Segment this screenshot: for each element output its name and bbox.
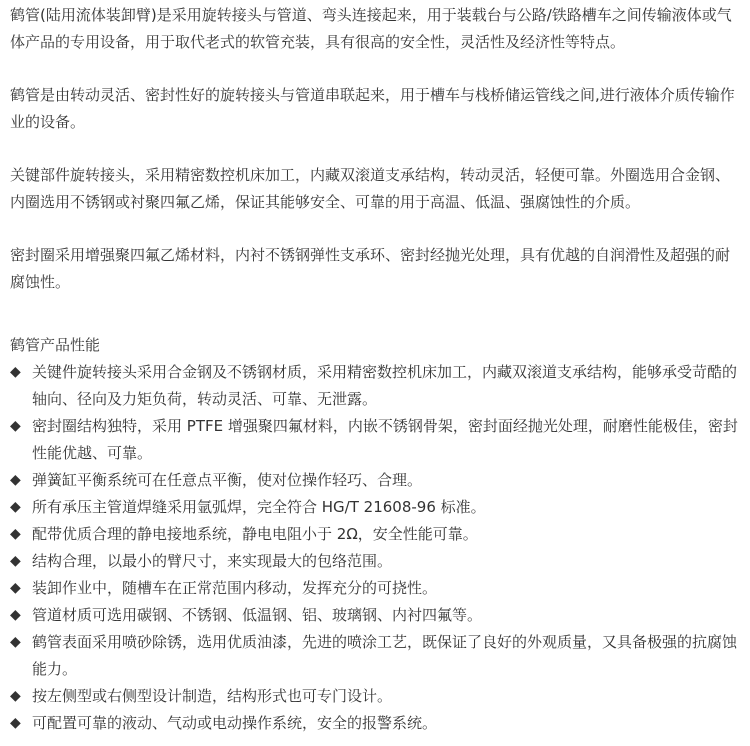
section-title: 鹤管产品性能 <box>10 336 101 354</box>
feature-text: 弹簧缸平衡系统可在任意点平衡，使对位操作轻巧、合理。 <box>32 471 423 489</box>
feature-item <box>10 575 740 602</box>
diamond-bullet-icon: ◆ <box>10 715 21 731</box>
intro-paragraph-1: 鹤管(陆用流体装卸臂)是采用旋转接头与管道、弯头连接起来，用于装载台与公路/铁路槽车之间传输液体或气体产品的专用设备，用于取代老式的软管充装，具有很高的安全性，灵活性及经济性等特点。 <box>10 6 732 51</box>
intro-paragraph-3: 关键部件旋转接头，采用精密数控机床加工，内藏双滚道支承结构，转动灵活，轻便可靠。外圈选用合金钢、内圈选用不锈钢或衬聚四氟乙烯，保证其能够安全、可靠的用于高温、低温、强腐蚀性的介质。 <box>10 166 731 211</box>
diamond-bullet-icon: ◆ <box>10 688 21 704</box>
feature-text: 可配置可靠的液动、气动或电动操作系统，安全的报警系统。 <box>32 714 438 732</box>
feature-text: 关键件旋转接头采用合金钢及不锈钢材质，采用精密数控机床加工，内藏双滚道支承结构，能够承受苛酷的轴向、径向及力矩负荷，转动灵活、可靠、无泄露。 <box>32 363 738 408</box>
feature-text: 结构合理，以最小的臂尺寸，来实现最大的包络范围。 <box>32 552 393 570</box>
feature-text: 配带优质合理的静电接地系统，静电电阻小于 2Ω，安全性能可靠。 <box>32 525 478 543</box>
diamond-bullet-icon: ◆ <box>10 580 21 596</box>
feature-text: 管道材质可选用碳钢、不锈钢、低温钢、铝、玻璃钢、内衬四氟等。 <box>32 606 483 624</box>
diamond-bullet-icon: ◆ <box>10 634 21 650</box>
spacer <box>10 56 740 82</box>
feature-list <box>10 359 740 737</box>
feature-item <box>10 521 740 548</box>
feature-text: 按左侧型或右侧型设计制造，结构形式也可专门设计。 <box>32 687 393 705</box>
diamond-bullet-icon: ◆ <box>10 499 21 515</box>
diamond-bullet-icon: ◆ <box>10 526 21 542</box>
feature-item <box>10 548 740 575</box>
feature-text: 鹤管表面采用喷砂除锈，选用优质油漆，先进的喷涂工艺，既保证了良好的外观质量，又具备极强的抗腐蚀能力。 <box>32 633 738 678</box>
feature-item <box>10 710 740 737</box>
diamond-bullet-icon: ◆ <box>10 607 21 623</box>
diamond-bullet-icon: ◆ <box>10 364 21 380</box>
feature-item <box>10 629 740 683</box>
feature-item <box>10 467 740 494</box>
spacer <box>10 296 740 332</box>
diamond-bullet-icon: ◆ <box>10 553 21 569</box>
spacer <box>10 216 740 242</box>
feature-item <box>10 413 740 467</box>
diamond-bullet-icon: ◆ <box>10 472 21 488</box>
spacer <box>10 136 740 162</box>
feature-item <box>10 359 740 413</box>
feature-item <box>10 602 740 629</box>
feature-text: 所有承压主管道焊缝采用氩弧焊，完全符合 HG/T 21608-96 标准。 <box>32 498 486 516</box>
diamond-bullet-icon: ◆ <box>10 418 21 434</box>
intro-paragraph-2: 鹤管是由转动灵活、密封性好的旋转接头与管道串联起来，用于槽车与栈桥储运管线之间,进行液体介质传输作业的设备。 <box>10 86 735 131</box>
intro-paragraph-4: 密封圈采用增强聚四氟乙烯材料，内衬不锈钢弹性支承环、密封经抛光处理，具有优越的自润滑性及超强的耐腐蚀性。 <box>10 246 731 291</box>
feature-text: 密封圈结构独特，采用 PTFE 增强聚四氟材料，内嵌不锈钢骨架，密封面经抛光处理，耐磨性能极佳，密封性能优越、可靠。 <box>32 417 738 462</box>
feature-text: 装卸作业中，随槽车在正常范围内移动，发挥充分的可挠性。 <box>32 579 438 597</box>
feature-item <box>10 494 740 521</box>
feature-item <box>10 683 740 710</box>
